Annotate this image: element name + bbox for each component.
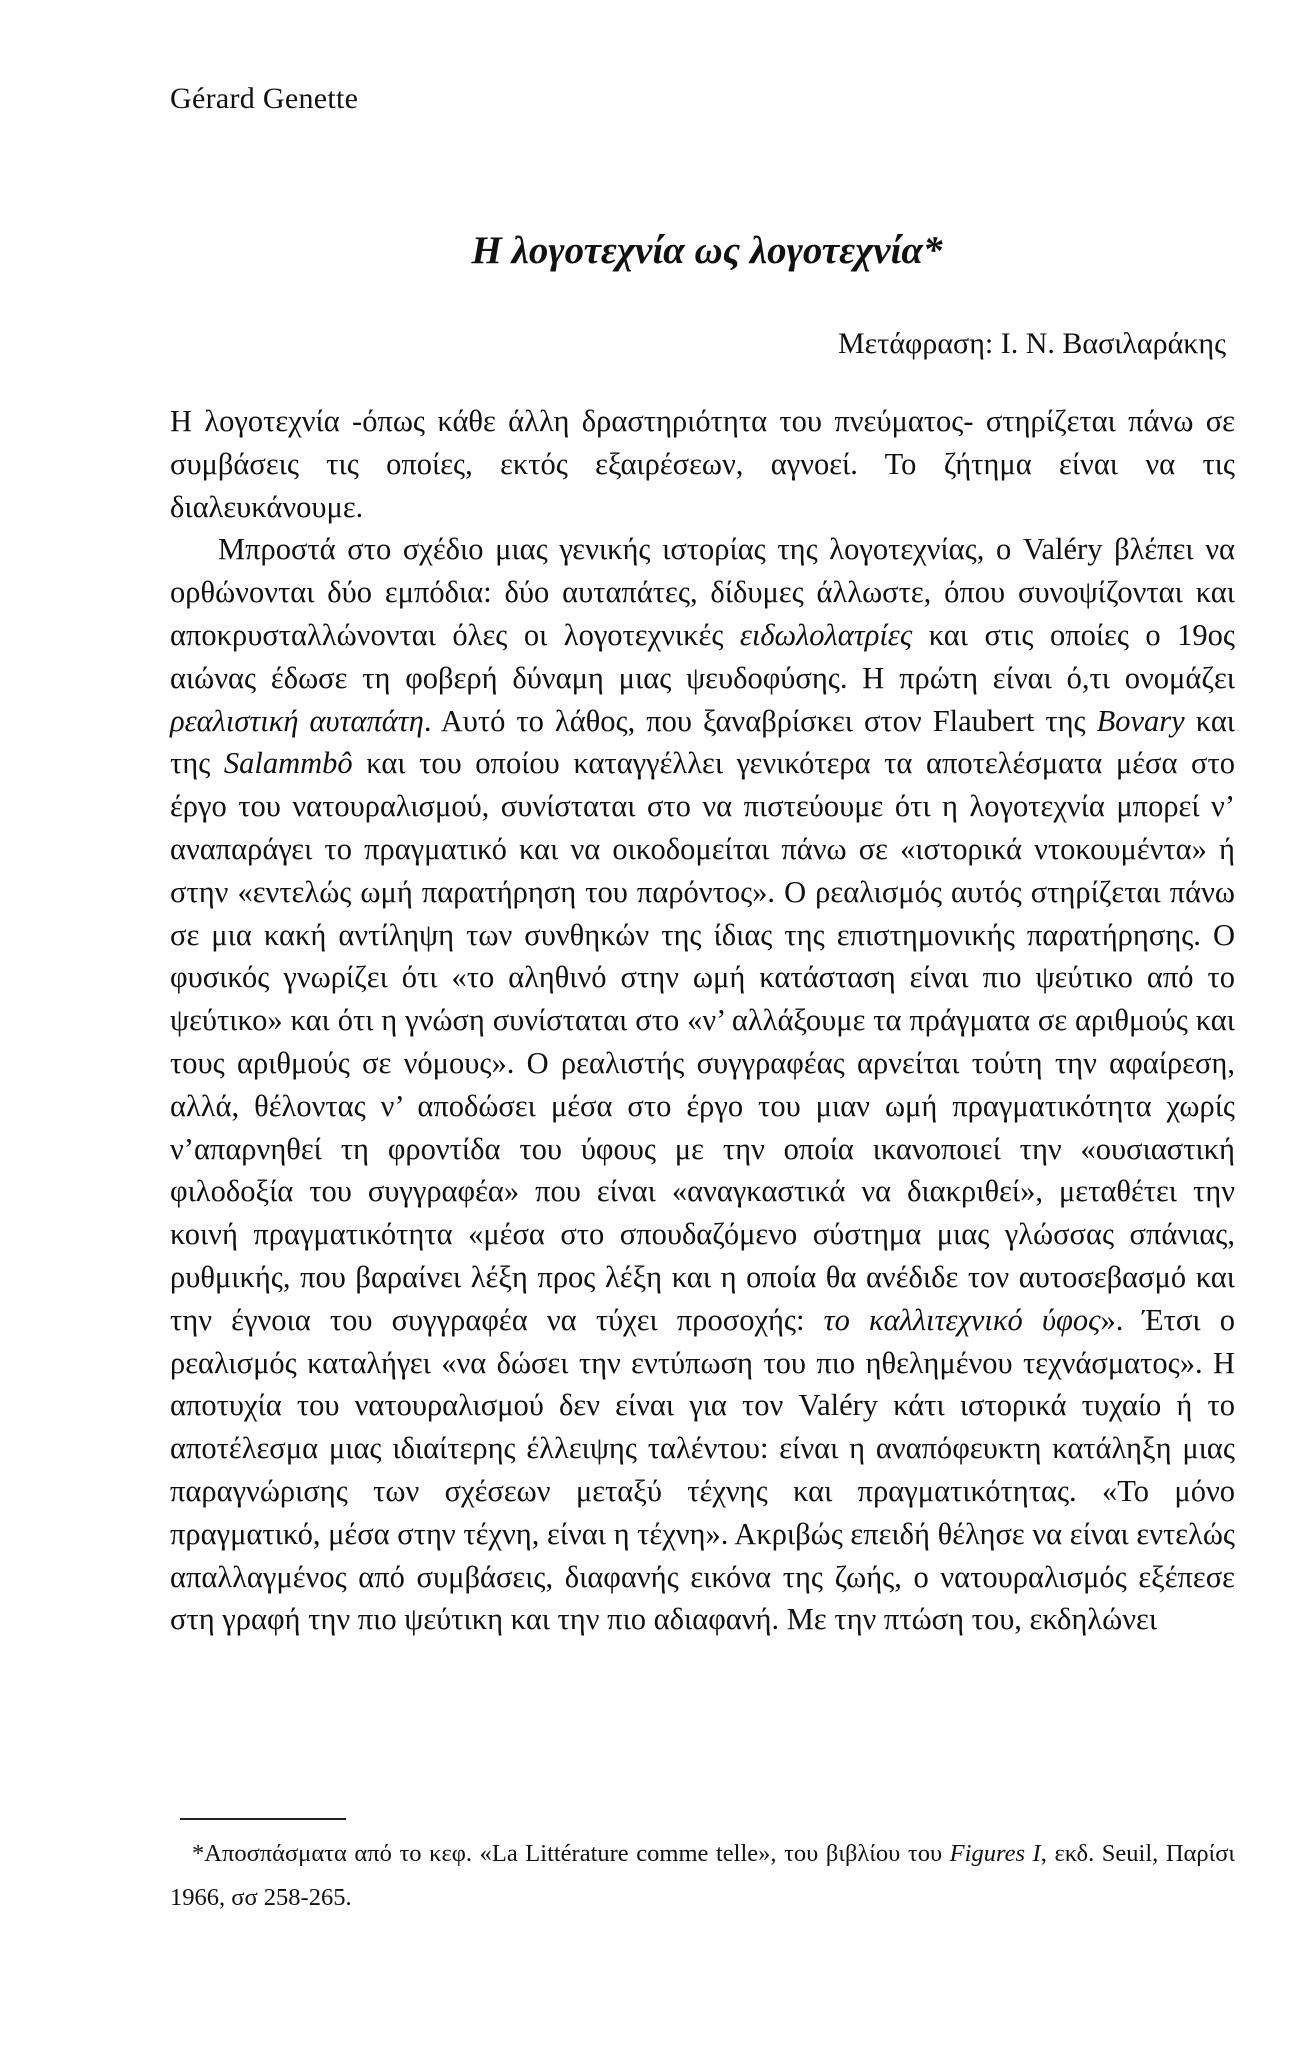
- body-text: [170, 400, 1235, 1641]
- italic-bovary: Bovary: [1096, 703, 1185, 738]
- paragraph-1: Η λογοτεχνία -όπως κάθε άλλη δραστηριότητα του πνεύματος- στηρίζεται πάνω σε συμβάσεις τις οποίες, εκτός εξαιρέσεων, αγνοεί. Το ζήτημα είναι να τις διαλευκάνουμε.: [170, 404, 1235, 524]
- paragraph-2: [170, 528, 1235, 1641]
- running-header-author: Gérard Genette: [170, 82, 359, 115]
- italic-idolatries: ειδωλολατρίες: [739, 617, 913, 652]
- text-run: . Αυτό το λάθος, που ξαναβρίσκει στον Flaubert της: [423, 703, 1097, 738]
- text-run: και του οποίου καταγγέλλει γενικότερα τα αποτελέσματα μέσα στο έργο του νατουραλισμού, συνίσταται στο να πιστεύουμε ότι η λογοτεχνία μπορεί ν’ αναπαράγει το πραγματικό και να οικοδομείται πάνω σε «ιστορικά ντοκουμέντα» ή στην «εντελώς ωμή παρατήρηση του παρόντος». Ο ρεαλισμός αυτός στηρίζεται πάνω σε μια κακή αντίληψη των συνθηκών της ίδιας της επιστημονικής παρατήρησης. Ο φυσικός γνωρίζει ότι «το αληθινό στην ωμή κατάσταση είναι πιο ψεύτικο από το ψεύτικο» και ότι η γνώση συνίσταται στο «ν’ αλλάξουμε τα πράγματα σε αριθμούς και τους αριθμούς σε νόμους». Ο ρεαλιστής συγγραφέας αρνείται τούτη την αφαίρεση, αλλά, θέλοντας ν’ αποδώσει μέσα στο έργο του μιαν ωμή πραγματικότητα χωρίς ν’απαρνηθεί τη φροντίδα του ύφους με την οποία ικανοποιεί την «ουσιαστική φιλοδοξία του συγγραφέα» που είναι «αναγκαστικά να διακριθεί», μεταθέτει την κοινή πραγματικότητα «μέσα στο σπουδαζόμενο σύστημα μιας γλώσσας σπάνιας, ρυθμικής, που βαραίνει λέξη προς λέξη και η οποία θα ανέδιδε τον αυτοσεβασμό και την έγνοια του συγγραφέα να τύχει προσοχής:: [170, 746, 1235, 1337]
- text-run: και της: [170, 703, 1236, 781]
- footnote-divider: [180, 1818, 346, 1820]
- text-run: Μπροστά στο σχέδιο μιας γενικής ιστορίας της λογοτεχνίας, ο Valéry βλέπει να ορθώνονται δύο εμπόδια: δύο αυταπάτες, δίδυμες άλλωστε, όπου συνοψίζονται και αποκρυσταλλώνονται όλες οι λογοτεχνικές: [170, 532, 1235, 652]
- text-run: και στις οποίες ο 19ος αιώνας έδωσε τη φοβερή δύναμη μιας ψευδοφύσης. Η πρώτη είναι ό,τι ονομάζει: [170, 617, 1235, 695]
- italic-realist-illusion: ρεαλιστική αυταπάτη: [170, 703, 424, 738]
- footnote-text: *Αποσπάσματα από το κεφ. «La Littérature comme telle», του βιβλίου του: [192, 1840, 950, 1867]
- italic-salammbo: Salammbô: [223, 746, 353, 781]
- footnote-book-title: Figures I: [949, 1840, 1041, 1867]
- footnote-text: , εκδ. Seuil, Παρίσι 1966, σσ 258-265.: [170, 1840, 1236, 1911]
- italic-artistic-style: το καλλιτεχνικό ύφος: [823, 1302, 1101, 1337]
- text-run: ». Έτσι ο ρεαλισμός καταλήγει «να δώσει την εντύπωση του πιο ηθελημένου τεχνάσματος». Η αποτυχία του νατουραλισμού δεν είναι για τον Valéry κάτι ιστορικά τυχαίο ή το αποτέλεσμα μιας ιδιαίτερης έλλειψης ταλέντου: είναι η αναπόφευκτη κατάληξη μιας παραγνώρισης των σχέσεων μεταξύ τέχνης και πραγματικότητας. «Το μόνο πραγματικό, μέσα στην τέχνη, είναι η τέχνη». Ακριβώς επειδή θέλησε να είναι εντελώς απαλλαγμένος από συμβάσεις, διαφανής εικόνα της ζωής, ο νατουραλισμός εξέπεσε στη γραφή την πιο ψεύτικη και την πιο αδιαφανή. Με την πτώση του, εκδηλώνει: [170, 1302, 1235, 1637]
- footnote: [170, 1832, 1235, 1920]
- translator-credit: Μετάφραση: Ι. Ν. Βασιλαράκης: [837, 327, 1226, 360]
- article-title: Η λογοτεχνία ως λογοτεχνία*: [471, 229, 943, 272]
